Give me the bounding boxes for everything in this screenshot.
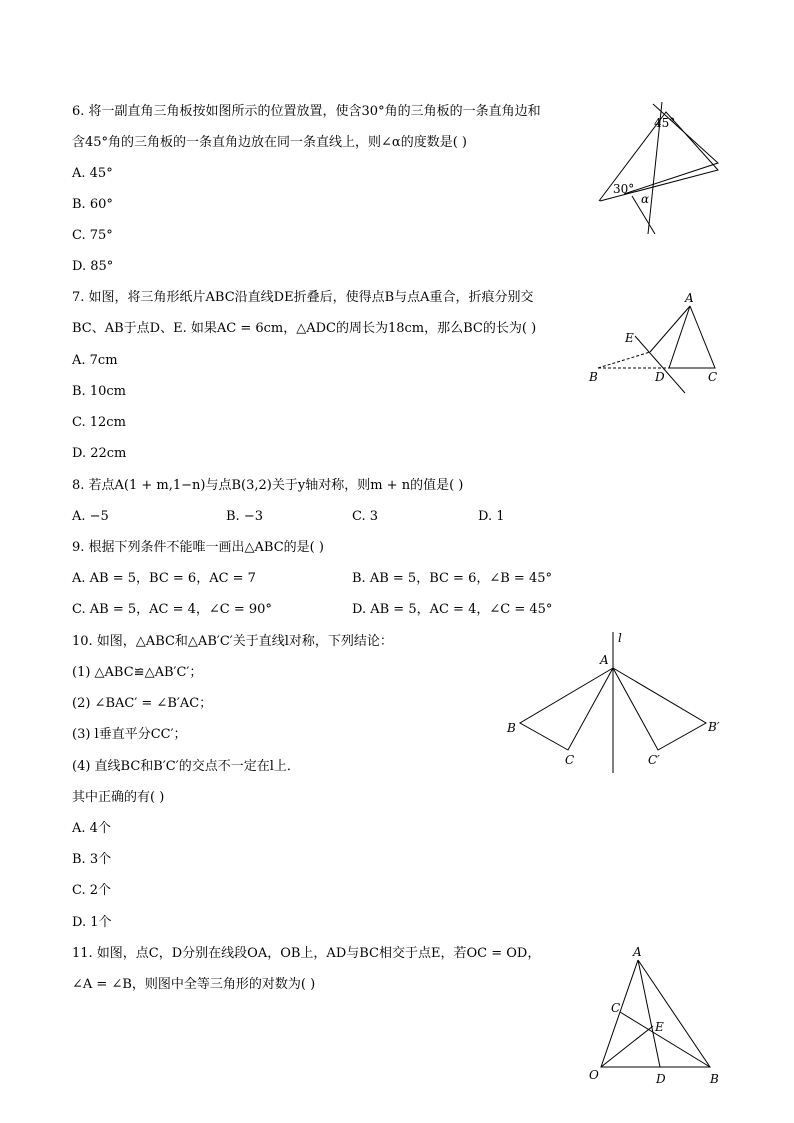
q10-triangle-abc bbox=[520, 668, 613, 750]
q7-option-d[interactable]: D. 22cm bbox=[72, 446, 127, 461]
q11-label-o: O bbox=[589, 1068, 599, 1082]
q7-figure bbox=[583, 288, 723, 400]
q11-label-c: C bbox=[611, 1001, 621, 1015]
q8-stem: 8. 若点A(1 + m,1−n)与点B(3,2)关于y轴对称，则m + n的值是( ) bbox=[72, 478, 464, 493]
q11-label-d: D bbox=[656, 1072, 666, 1086]
q10-option-d[interactable]: D. 1个 bbox=[72, 915, 112, 930]
q7-label-e: E bbox=[625, 331, 634, 345]
q11-segment-oe bbox=[601, 1026, 653, 1067]
q7-label-c: C bbox=[708, 370, 718, 384]
q6-option-c[interactable]: C. 75° bbox=[72, 228, 113, 243]
q7-crease-line bbox=[635, 336, 685, 393]
q9-stem: 9. 根据下列条件不能唯一画出△ABC的是( ) bbox=[72, 540, 324, 555]
q6-stem-line1: 6. 将一副直角三角板按如图所示的位置放置，使含30°角的三角板的一条直角边和 bbox=[72, 104, 541, 119]
q9-option-c[interactable]: C. AB = 5，AC = 4，∠C = 90° bbox=[72, 602, 272, 617]
q10-label-cp: C′ bbox=[648, 753, 660, 767]
q10-ask: 其中正确的有( ) bbox=[72, 790, 165, 805]
q11-figure bbox=[582, 940, 727, 1090]
q6-option-d[interactable]: D. 85° bbox=[72, 259, 114, 274]
q6-label-alpha: α bbox=[641, 192, 650, 206]
q10-label-bp: B′ bbox=[708, 720, 720, 734]
q8-option-a[interactable]: A. −5 bbox=[72, 509, 109, 524]
q10-label-b: B bbox=[507, 721, 516, 735]
q10-triangle-abpcp bbox=[613, 668, 706, 750]
q10-label-c: C bbox=[565, 753, 575, 767]
q6-figure bbox=[592, 100, 722, 236]
q7-stem-line2: BC、AB于点D、E. 如果AC = 6cm，△ADC的周长为18cm，那么BC的长为( ) bbox=[72, 321, 537, 336]
q11-stem-line2: ∠A = ∠B，则图中全等三角形的对数为( ) bbox=[72, 977, 316, 992]
q11-label-e: E bbox=[655, 1020, 664, 1034]
q6-stem-line2: 含45°角的三角板的一条直角边放在同一条直线上，则∠α的度数是( ) bbox=[72, 135, 467, 150]
q10-figure bbox=[500, 628, 730, 778]
q11-label-a: A bbox=[633, 945, 642, 959]
q9-option-d[interactable]: D. AB = 5，AC = 4，∠C = 45° bbox=[352, 602, 553, 617]
q7-stem-line1: 7. 如图，将三角形纸片ABC沿直线DE折叠后，使得点B与点A重合，折痕分别交 bbox=[72, 290, 534, 305]
q7-triangle-adc bbox=[669, 306, 715, 368]
q10-option-c[interactable]: C. 2个 bbox=[72, 883, 112, 898]
q11-stem-line1: 11. 如图，点C，D分别在线段OA，OB上，AD与BC相交于点E，若OC = OD， bbox=[72, 946, 541, 961]
q11-label-b: B bbox=[710, 1072, 719, 1086]
q10-item-1: (1) △ABC≌△AB′C′； bbox=[72, 665, 203, 680]
q7-label-b: B bbox=[589, 370, 598, 384]
q7-option-a[interactable]: A. 7cm bbox=[72, 353, 118, 368]
q7-label-a: A bbox=[685, 291, 694, 305]
q7-label-d: D bbox=[655, 370, 665, 384]
q10-label-a: A bbox=[600, 653, 609, 667]
q8-option-d[interactable]: D. 1 bbox=[478, 509, 505, 524]
q10-item-4: (4) 直线BC和B′C′的交点不一定在l上． bbox=[72, 759, 300, 774]
q7-option-b[interactable]: B. 10cm bbox=[72, 384, 126, 399]
q7-dashed-be bbox=[598, 352, 650, 368]
q7-option-c[interactable]: C. 12cm bbox=[72, 415, 126, 430]
q10-item-2: (2) ∠BAC′ = ∠B′AC； bbox=[72, 696, 213, 711]
q10-option-b[interactable]: B. 3个 bbox=[72, 852, 112, 867]
q11-segment-bc bbox=[620, 1012, 710, 1067]
q6-option-a[interactable]: A. 45° bbox=[72, 166, 113, 181]
q10-item-3: (3) l垂直平分CC′； bbox=[72, 727, 187, 742]
q10-label-l: l bbox=[618, 631, 622, 645]
q7-segment-ea bbox=[650, 306, 690, 352]
q10-stem: 10. 如图，△ABC和△AB′C′关于直线l对称，下列结论： bbox=[72, 634, 393, 649]
q9-option-a[interactable]: A. AB = 5，BC = 6，AC = 7 bbox=[72, 571, 256, 586]
q8-option-c[interactable]: C. 3 bbox=[352, 509, 379, 524]
q8-option-b[interactable]: B. −3 bbox=[226, 509, 263, 524]
q9-option-b[interactable]: B. AB = 5，BC = 6，∠B = 45° bbox=[352, 571, 553, 586]
q10-option-a[interactable]: A. 4个 bbox=[72, 821, 111, 836]
q6-label-30: 30° bbox=[613, 182, 635, 196]
q6-option-b[interactable]: B. 60° bbox=[72, 197, 113, 212]
q6-label-45: 45° bbox=[654, 116, 676, 130]
